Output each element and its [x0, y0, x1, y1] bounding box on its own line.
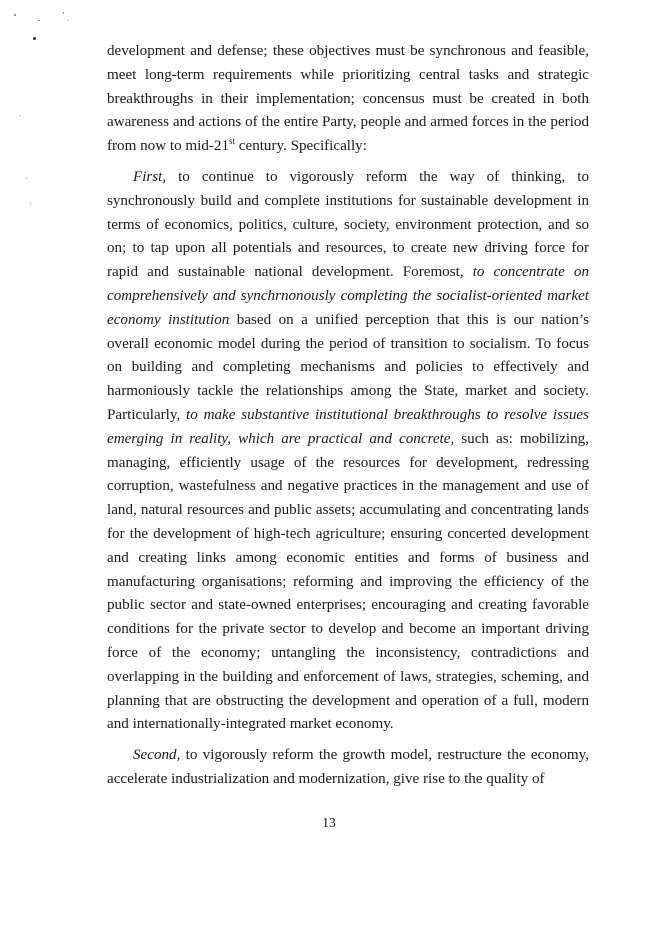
- scan-speck: [14, 14, 16, 16]
- paragraph-lead: Second,: [133, 747, 181, 764]
- page-number: 13: [322, 815, 336, 830]
- scan-speck: [26, 178, 27, 179]
- paragraph-lead: First,: [133, 168, 167, 185]
- paragraph-second: [107, 744, 589, 792]
- scan-speck: [20, 115, 21, 116]
- paragraph-text: based on a unified perception that this is our nation’s overall economic model during the period of transition to socialism. To focus on building and completing mechanisms and policies to effectively and harmoniously tackle the relationships among the State, market and society. Particularly,: [107, 311, 589, 423]
- paragraph-text: to vigorously reform the growth model, restructure the economy, accelerate industrialization and modernization, give rise to the quality of: [107, 747, 589, 787]
- scan-speck: [33, 37, 36, 40]
- paragraph-text: to continue to vigorously reform the way of thinking, to synchronously build and complete institutions for sustainable development in terms of economics, politics, culture, society, environment protection, and so on; to tap upon all potentials and resources, to create new driving force for rapid and sustainable national development. Foremost,: [107, 168, 589, 281]
- scan-speck: [38, 20, 40, 21]
- scan-speck: [30, 203, 31, 204]
- scan-speck: [63, 12, 64, 14]
- scan-speck: [67, 20, 68, 21]
- paragraph-first: [107, 166, 589, 737]
- emphasis-text: to concentrate on comprehensively and synchrnonously completing the socialist-oriented market economy institution: [107, 264, 589, 328]
- emphasis-text: to make substantive institutional breakthroughs to resolve issues emerging in reality, which are practical and concrete,: [107, 406, 589, 447]
- ordinal-suffix: st: [229, 136, 236, 147]
- paragraph-text: development and defense; these objectives must be synchronous and feasible, meet long-term requirements while prioritizing central tasks and strategic breakthroughs in their implementation; concensus must be created in both awareness and actions of the entire Party, people and armed forces in the period from now to mid-21: [107, 43, 589, 155]
- paragraph-text: such as: mobilizing, managing, efficiently usage of the resources for development, redressing corruption, wastefulness and negative practices in the management and use of land, natural resources and public assets; accumulating and concentrating lands for the development of high-tech agriculture; ensuring concerted development and creating links among economic entities and forms of business and manufacturing organisations; reforming and improving the efficiency of the public sector and state-owned enterprises; encouraging and creating favorable conditions for the private sector to develop and become an important driving force of the economy; untangling the inconsistency, contradictions and overlapping in the building and enforcement of laws, strategies, scheming, and planning that are obstructing the development and operation of a full, modern and internationally-integrated market economy.: [107, 430, 589, 733]
- paragraph-intro-continuation: [107, 40, 589, 159]
- paragraph-text: century. Specifically:: [235, 138, 367, 155]
- body-text: [107, 40, 589, 792]
